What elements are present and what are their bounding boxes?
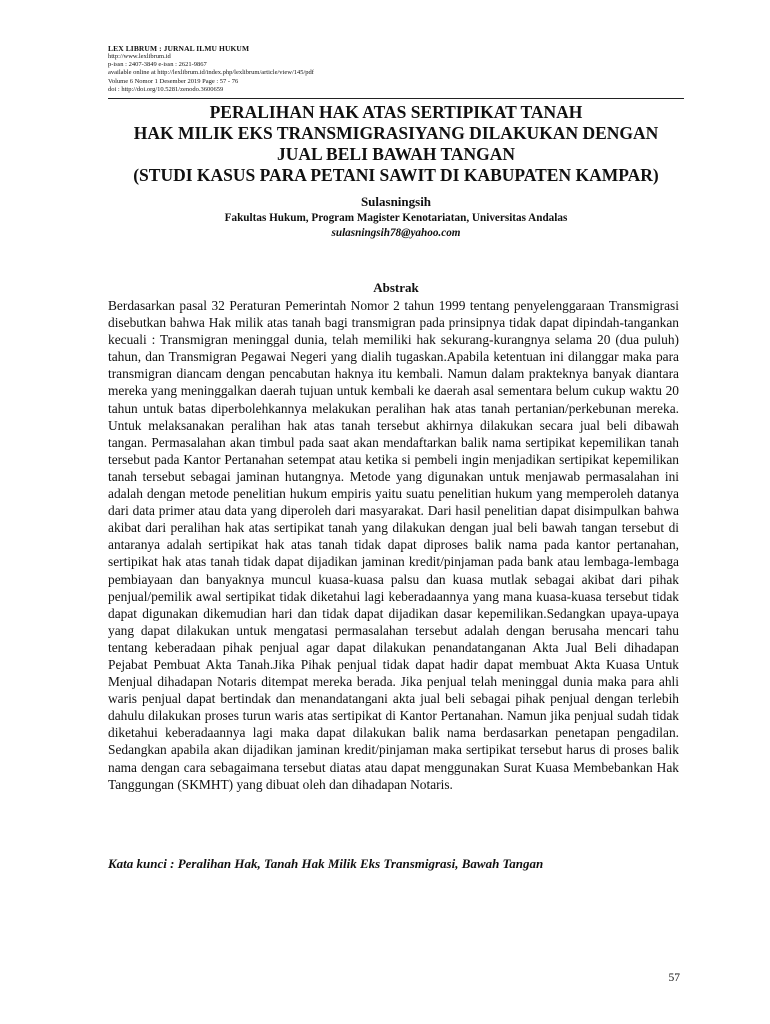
journal-article-url[interactable]: available online at http://lexlibrum.id/index.php/lexlibrum/article/view/145/pdf (108, 69, 314, 77)
author-name: Sulasningsih (360, 194, 432, 209)
journal-name: LEX LIBRUM : JURNAL ILMU HUKUM (108, 44, 250, 53)
title-line: JUAL BELI BAWAH TANGAN (276, 144, 516, 164)
journal-issn: p-issn : 2407-3849 e-issn : 2621-9867 (108, 61, 207, 69)
abstract-body: Berdasarkan pasal 32 Peraturan Pemerintah Nomor 2 tahun 1999 tentang penyelenggaraan Transmigrasi disebutkan bahwa Hak milik atas tanah bagi transmigran pada prinsipnya tidak dapat dipindah-tangankan kecuali : Transmigran meninggal dunia, telah memiliki hak sekurang-kurangnya selama 20 (dua puluh) tahun, dan Transmigran Pegawai Negeri yang dialih tugaskan.Apabila ketentuan ini dilanggar maka para transmigran diancam dengan pencabutan haknya itu kembali. Namun dalam prakteknya banyak diantara mereka yang meninggalkan daerah tujuan untuk kembali ke daerah asal sementara belum cukup waktu 20 tahun untuk batas diperbolehkannya melakukan peralihan hak atas tanah pertanian/perkebunan mereka. Untuk melaksanakan peralihan hak atas tanah tersebut akhirnya dilakukan secara jual beli dibawah tangan. Permasalahan akan timbul pada saat akan mendaftarkan balik nama sertipikat kepemilikan tanah tersebut pada Kantor Pertanahan setempat atau ketika si pembeli ingin menjadikan sertipikat kepemilikan tanah tersebut sebagai jaminan hutangnya. Metode yang digunakan untuk menjawab permasalahan ini adalah dengan metode penelitian hukum empiris yaitu suatu penelitian hukum yang memperoleh datanya dari data primer atau data yang diperoleh dari masyarakat. Dari hasil penelitian dapat disimpulkan bahwa akibat dari peralihan hak atas sertipikat tanah yang dilakukan dengan jual beli bawah tangan tersebut di antaranya adalah sertipikat hak atas tanah tidak dapat diproses balik nama pada kantor pertanahan, sertipikat hak atas tanah tidak dapat dijadikan jaminan kredit/pinjaman pada bank atau lembaga-lembaga pembiayaan dan banyaknya muncul kuasa-kuasa palsu dan kuasa mutlak sebagai akibat dari pihak penjual/pemilik awal sertipikat tidak diketahui lagi keberadaannya yang mana kuasa-kuasa tersebut tidak dapat digunakan dikemudian hari dan tidak dapat dijadikan dasar kepemilikan.Sedangkan upaya-upaya yang dapat dilakukan untuk mengatasi permasalahan tersebut adalah dengan berusaha mencari tahu tentang keberadaan pihak penjual agar dapat dilakukan penandatanganan Akta Jual Beli dihadapan Pejabat Pembuat Akta Tanah.Jika Pihak penjual tidak dapat hadir dapat membuat Akta Kuasa Untuk Menjual dihadapan Notaris ditempat mereka berada. Jika penjual telah meninggal dunia maka para ahli waris penjual dapat bertindak dan menandatangani akta jual beli sebagai pihak penjual dengan terlebih dahulu dilakukan proses turun waris atas sertipikat di Kantor Pertanahan. Namun jika penjual sudah tidak diketahui keberadaannya lagi maka dapat dilakukan balik nama berdasarkan penetapan pengadilan. Sedangkan apabila akan dijadikan jaminan kredit/pinjaman maka sertipikat tersebut harus di proses balik nama dengan cara sebagaimana tersebut diatas atau dapat menggunakan Surat Kuasa Membebankan Hak Tanggungan (SKMHT) yang dibuat oleh dan dihadapan Notaris. (108, 298, 679, 792)
author-email[interactable]: sulasningsih78@yahoo.com (331, 227, 461, 239)
author-affiliation: Fakultas Hukum, Program Magister Kenotariatan, Universitas Andalas (224, 212, 568, 224)
keywords: Kata kunci : Peralihan Hak, Tanah Hak Milik Eks Transmigrasi, Bawah Tangan (108, 856, 544, 871)
title-line: HAK MILIK EKS TRANSMIGRASIYANG DILAKUKAN DENGAN (133, 123, 659, 143)
journal-volume: Volume 6 Nomor 1 Desember 2019 Page : 57 - 76 (108, 77, 239, 85)
paper-title (108, 102, 684, 186)
title-line: (STUDI KASUS PARA PETANI SAWIT DI KABUPATEN KAMPAR) (133, 165, 659, 185)
title-line: PERALIHAN HAK ATAS SERTIPIKAT TANAH (209, 102, 583, 122)
journal-doi[interactable]: doi : http://doi.org/10.5281/zenodo.3600659 (108, 85, 224, 93)
journal-header (108, 44, 684, 94)
journal-website[interactable]: http://www.lexlibrum.id (108, 53, 171, 60)
page-number: 57 (668, 972, 680, 984)
header-divider (108, 98, 684, 99)
abstract-heading: Abstrak (373, 280, 419, 295)
